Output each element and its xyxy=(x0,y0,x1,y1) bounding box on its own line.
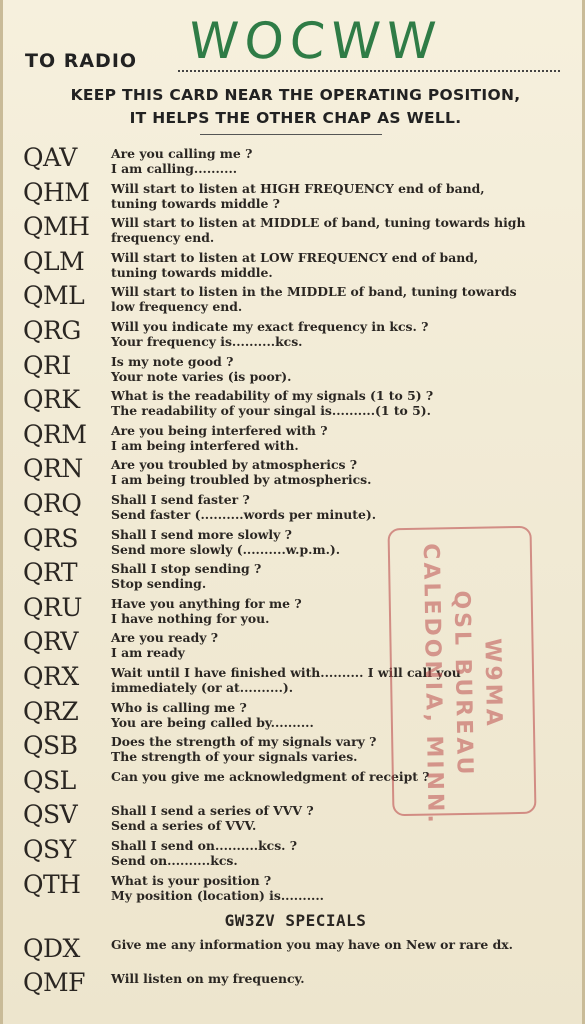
q-code-meaning xyxy=(111,354,567,384)
q-code-question: Does the strength of my signals vary ? xyxy=(111,734,377,750)
q-code: QSV xyxy=(23,800,78,830)
q-code-answer: tuning towards middle. xyxy=(111,264,273,280)
q-code-answer: Send a series of VVV. xyxy=(111,818,257,834)
q-code-row xyxy=(3,318,585,352)
q-code-question: Will listen on my frequency. xyxy=(111,971,305,986)
q-code-question: Have you anything for me ? xyxy=(111,595,302,611)
q-code-question: Will you indicate my exact frequency in kcs. ? xyxy=(111,319,429,334)
q-code-row xyxy=(3,456,585,490)
q-code-answer: tuning towards middle ? xyxy=(111,195,280,211)
q-code-meaning xyxy=(111,937,567,952)
q-code: QHM xyxy=(23,177,90,207)
q-code-answer: I am being troubled by atmospherics. xyxy=(111,472,372,488)
q-code-question: Are you calling me ? xyxy=(111,146,253,161)
q-code-question: Shall I send more slowly ? xyxy=(111,526,292,542)
q-code-answer: Send more slowly (..........w.p.m.). xyxy=(111,541,341,557)
q-code-answer: Your note varies (is poor). xyxy=(111,368,292,384)
q-code-answer: immediately (or at..........). xyxy=(111,680,294,695)
specials-title: GW3ZV SPECIALS xyxy=(224,911,367,930)
q-code-meaning xyxy=(111,492,567,522)
q-code: QRQ xyxy=(23,489,82,518)
q-code-question: Shall I send a series of VVV ? xyxy=(111,803,314,819)
q-code-meaning xyxy=(111,146,567,176)
q-code-meaning xyxy=(111,284,567,314)
q-code: QRS xyxy=(23,523,78,553)
q-code-row xyxy=(3,214,585,248)
q-code-question: What is your position ? xyxy=(111,872,272,888)
q-code-question: Shall I send faster ? xyxy=(111,492,250,507)
handwritten-callsign: WOCWW xyxy=(186,12,444,70)
q-code-meaning xyxy=(111,457,567,487)
q-code-row xyxy=(3,350,585,387)
stamp-line-1: W9MA xyxy=(479,638,507,729)
q-code-question: Wait until I have finished with.......... I will call you xyxy=(111,665,461,680)
q-code-answer: I am ready xyxy=(111,645,185,661)
q-code: QSY xyxy=(23,835,76,864)
q-code: QSL xyxy=(23,765,76,795)
q-code-row xyxy=(3,246,585,283)
q-code-question: Will start to listen at MIDDLE of band, tuning towards high xyxy=(111,215,526,231)
q-code-question: Give me any information you may have on New or rare dx. xyxy=(111,937,513,952)
callsign-dotted-line xyxy=(178,70,560,72)
q-code-question: Are you ready ? xyxy=(111,630,219,646)
q-code: QRG xyxy=(23,316,81,345)
q-code-question: Shall I stop sending ? xyxy=(111,561,262,577)
q-code-row xyxy=(3,491,585,525)
q-code-question: Will start to listen at HIGH FREQUENCY end of band, xyxy=(111,180,485,196)
q-code-row xyxy=(3,283,585,317)
q-code-row xyxy=(3,419,585,456)
q-code-answer: Your frequency is..........kcs. xyxy=(111,334,303,349)
q-code: QRT xyxy=(23,558,78,588)
header-rule xyxy=(200,134,382,135)
q-code-row xyxy=(3,936,585,970)
q-code-question: Can you give me acknowledgment of receipt ? xyxy=(111,768,430,784)
qsl-bureau-stamp xyxy=(387,526,536,826)
q-code-row xyxy=(3,837,585,871)
q-code-meaning xyxy=(111,319,567,349)
q-code-answer: Send faster (..........words per minute). xyxy=(111,507,377,522)
q-code: QRU xyxy=(23,592,82,622)
keep-card-line-1: KEEP THIS CARD NEAR THE OPERATING POSITION, xyxy=(70,86,521,104)
q-code-meaning xyxy=(111,423,567,453)
q-code-meaning xyxy=(111,181,567,211)
q-code-row xyxy=(3,970,585,1004)
q-code-question: Who is calling me ? xyxy=(111,699,247,715)
q-code-question: Shall I send on..........kcs. ? xyxy=(111,838,298,853)
q-code-question: Will start to listen in the MIDDLE of band, tuning towards xyxy=(111,284,517,300)
q-code: QDX xyxy=(23,934,80,963)
q-code: QRV xyxy=(23,627,78,657)
q-code-answer: Send on..........kcs. xyxy=(111,853,238,868)
keep-card-line-2: IT HELPS THE OTHER CHAP AS WELL. xyxy=(129,109,462,127)
q-code: QRK xyxy=(23,385,80,415)
q-code: QRI xyxy=(23,350,71,380)
stamp-line-2: QSL BUREAU xyxy=(448,590,477,778)
q-code: QRM xyxy=(23,419,87,449)
q-code-row xyxy=(3,869,585,906)
q-code-answer: I am calling.......... xyxy=(111,161,238,176)
q-code-meaning xyxy=(111,971,567,986)
q-code-question: Are you being interfered with ? xyxy=(111,422,328,438)
q-code-meaning xyxy=(111,388,567,418)
q-code: QRZ xyxy=(23,696,79,726)
q-code: QSB xyxy=(23,731,78,761)
q-code: QAV xyxy=(23,143,77,172)
q-code-row xyxy=(3,145,585,179)
q-code-answer: I have nothing for you. xyxy=(111,610,270,626)
q-code-row xyxy=(3,387,585,421)
q-code: QLM xyxy=(23,246,85,276)
q-code-answer: The strength of your signals varies. xyxy=(111,749,358,765)
q-code-answer: You are being called by.......... xyxy=(111,714,314,730)
q-code-meaning xyxy=(111,215,567,245)
q-code: QML xyxy=(23,281,85,311)
to-radio-label: TO RADIO xyxy=(25,50,138,72)
q-code: QMH xyxy=(23,212,90,242)
q-code-question: Will start to listen at LOW FREQUENCY end of band, xyxy=(111,249,479,265)
q-code-answer: The readability of your singal is..........(1 to 5). xyxy=(111,403,431,419)
q-code-answer: I am being interfered with. xyxy=(111,437,299,453)
stamp-text xyxy=(415,533,510,835)
q-code-meaning xyxy=(111,250,567,280)
q-code-answer: frequency end. xyxy=(111,230,215,246)
q-code-answer: low frequency end. xyxy=(111,299,243,315)
q-code-row xyxy=(3,177,585,214)
q-code: QTH xyxy=(23,869,81,899)
q-code-answer: Stop sending. xyxy=(111,576,207,592)
q-code-meaning xyxy=(111,838,567,868)
stamp-line-3: CALEDONIA, MINN. xyxy=(417,543,448,826)
q-code-question: What is the readability of my signals (1 to 5) ? xyxy=(111,388,434,404)
q-code: QRX xyxy=(23,662,79,691)
q-code: QRN xyxy=(23,454,83,484)
q-code-meaning xyxy=(111,873,567,903)
q-code-question: Is my note good ? xyxy=(111,353,234,369)
q-code-answer: My position (location) is.......... xyxy=(111,887,324,903)
q-code: QMF xyxy=(23,968,85,997)
q-code-question: Are you troubled by atmospherics ? xyxy=(111,457,358,473)
